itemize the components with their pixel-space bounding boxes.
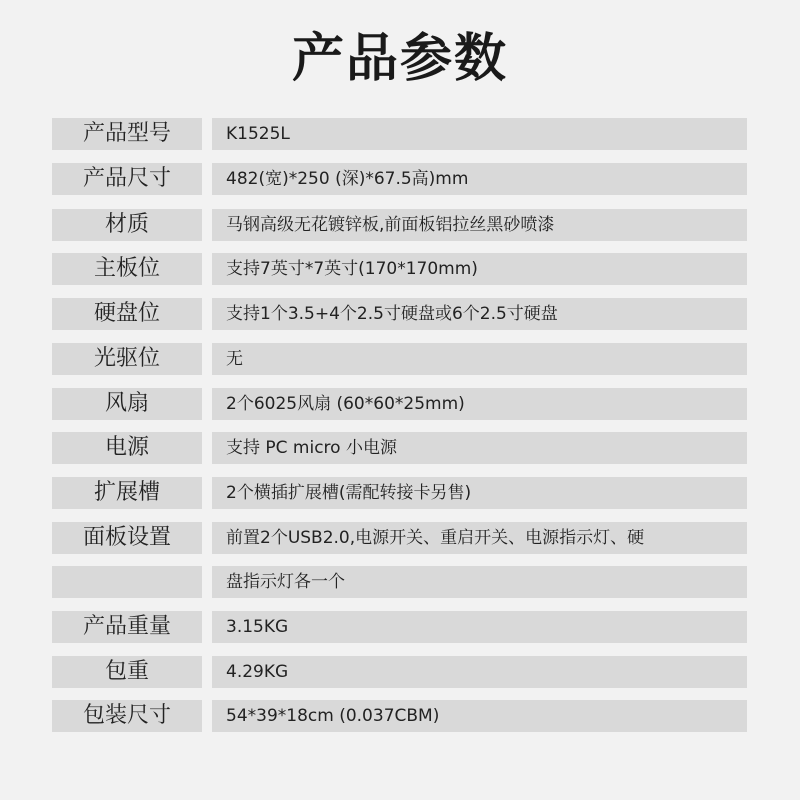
spec-row-size (52, 163, 747, 195)
spec-row-model (52, 118, 747, 150)
spec-row-drive-bays (52, 298, 747, 330)
spec-label: 包装尺寸 (52, 700, 202, 732)
spec-label: 光驱位 (52, 343, 202, 375)
spec-row-weight (52, 611, 747, 643)
spec-value: 54*39*18cm (0.037CBM) (212, 700, 747, 732)
spec-row-fans (52, 388, 747, 420)
spec-value: 盘指示灯各一个 (212, 566, 747, 598)
page-title: 产品参数 (291, 29, 508, 89)
spec-label (52, 566, 202, 598)
spec-label: 产品型号 (52, 118, 202, 150)
spec-row-front-panel-cont (52, 566, 747, 598)
spec-value: 2个横插扩展槽(需配转接卡另售) (212, 477, 747, 509)
spec-value: 前置2个USB2.0,电源开关、重启开关、电源指示灯、硬 (212, 522, 747, 554)
spec-row-psu (52, 432, 747, 464)
spec-value: 支持 PC micro 小电源 (212, 432, 747, 464)
spec-row-package-weight (52, 656, 747, 688)
spec-row-material (52, 209, 747, 241)
spec-value: 4.29KG (212, 656, 747, 688)
spec-row-package-size (52, 700, 747, 732)
spec-value: 支持7英寸*7英寸(170*170mm) (212, 253, 747, 285)
spec-value: 马钢高级无花镀锌板,前面板铝拉丝黑砂喷漆 (212, 209, 747, 241)
spec-label: 产品重量 (52, 611, 202, 643)
spec-value: 支持1个3.5+4个2.5寸硬盘或6个2.5寸硬盘 (212, 298, 747, 330)
spec-value: 无 (212, 343, 747, 375)
spec-label: 电源 (52, 432, 202, 464)
spec-label: 主板位 (52, 253, 202, 285)
spec-label: 硬盘位 (52, 298, 202, 330)
spec-value: 482(宽)*250 (深)*67.5高)mm (212, 163, 747, 195)
spec-label: 风扇 (52, 388, 202, 420)
spec-row-optical (52, 343, 747, 375)
spec-row-motherboard (52, 253, 747, 285)
spec-label: 产品尺寸 (52, 163, 202, 195)
spec-label: 面板设置 (52, 522, 202, 554)
spec-label: 包重 (52, 656, 202, 688)
spec-value: 2个6025风扇 (60*60*25mm) (212, 388, 747, 420)
spec-label: 材质 (52, 209, 202, 241)
spec-value: K1525L (212, 118, 747, 150)
spec-label: 扩展槽 (52, 477, 202, 509)
spec-row-front-panel (52, 522, 747, 554)
spec-row-expansion (52, 477, 747, 509)
spec-value: 3.15KG (212, 611, 747, 643)
